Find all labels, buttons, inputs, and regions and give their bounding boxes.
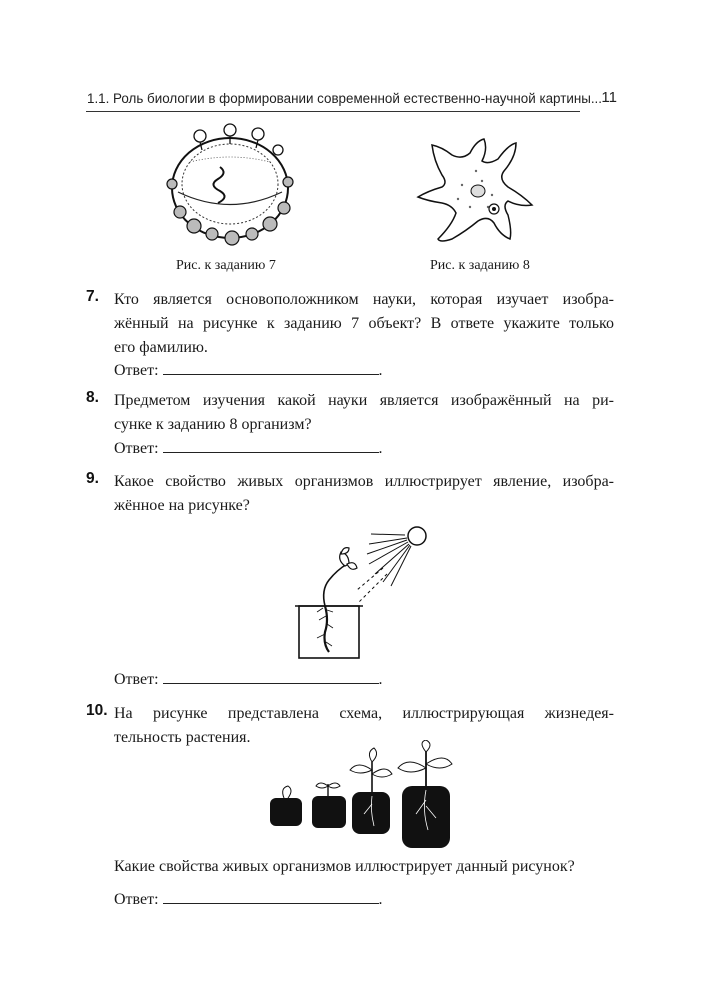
answer-period: . [378,362,383,379]
figure-10-plant-growth-illustration [266,740,456,852]
answer-label: Ответ: [114,440,159,457]
answer-field-9[interactable] [114,669,383,689]
figure-7-caption: Рис. к заданию 7 [176,258,276,273]
question-10-followup: Какие свойства живых организмов иллюстрирует данный рисунок? [114,858,575,875]
answer-label: Ответ: [114,362,159,379]
header-rule [86,111,580,112]
answer-field-8[interactable] [114,438,383,458]
page-number: 11 [601,89,617,106]
answer-period: . [378,440,383,457]
answer-blank-line[interactable] [163,889,379,904]
answer-label: Ответ: [114,891,159,908]
question-line: жённое на рисунке? [114,497,250,514]
question-line: Предметом изучения какой науки является изображённый на ри- [114,392,614,409]
figure-7-cell-illustration [160,122,300,254]
figure-8-amoeba-illustration [412,135,540,247]
answer-blank-line[interactable] [163,669,379,684]
figure-8-caption: Рис. к заданию 8 [430,258,530,273]
question-line: На рисунке представлена схема, иллюстрирующая жизнедея- [114,705,614,722]
answer-blank-line[interactable] [163,360,379,375]
answer-field-10[interactable] [114,889,383,909]
question-line: Кто является основоположником науки, которая изучает изобра- [114,291,614,308]
question-number: 9. [86,470,99,487]
question-line: сунке к заданию 8 организм? [114,416,312,433]
question-line: жённый на рисунке к заданию 7 объект? В ответе укажите только [114,315,614,332]
running-header [87,88,617,112]
question-number: 7. [86,288,99,305]
figure-9-phototropism-illustration [295,520,435,662]
answer-period: . [378,671,383,688]
question-number: 8. [86,389,99,406]
answer-blank-line[interactable] [163,438,379,453]
question-number: 10. [86,702,108,719]
answer-label: Ответ: [114,671,159,688]
question-text [114,288,614,360]
answer-period: . [378,891,383,908]
question-line: тельность растения. [114,729,251,746]
question-text [114,470,614,518]
question-line: Какое свойство живых организмов иллюстрирует явление, изобра- [114,473,614,490]
header-title: 1.1. Роль биологии в формировании современной естественно-научной картины... [87,91,603,106]
question-line: его фамилию. [114,339,208,356]
answer-field-7[interactable] [114,360,383,380]
question-text [114,389,614,437]
